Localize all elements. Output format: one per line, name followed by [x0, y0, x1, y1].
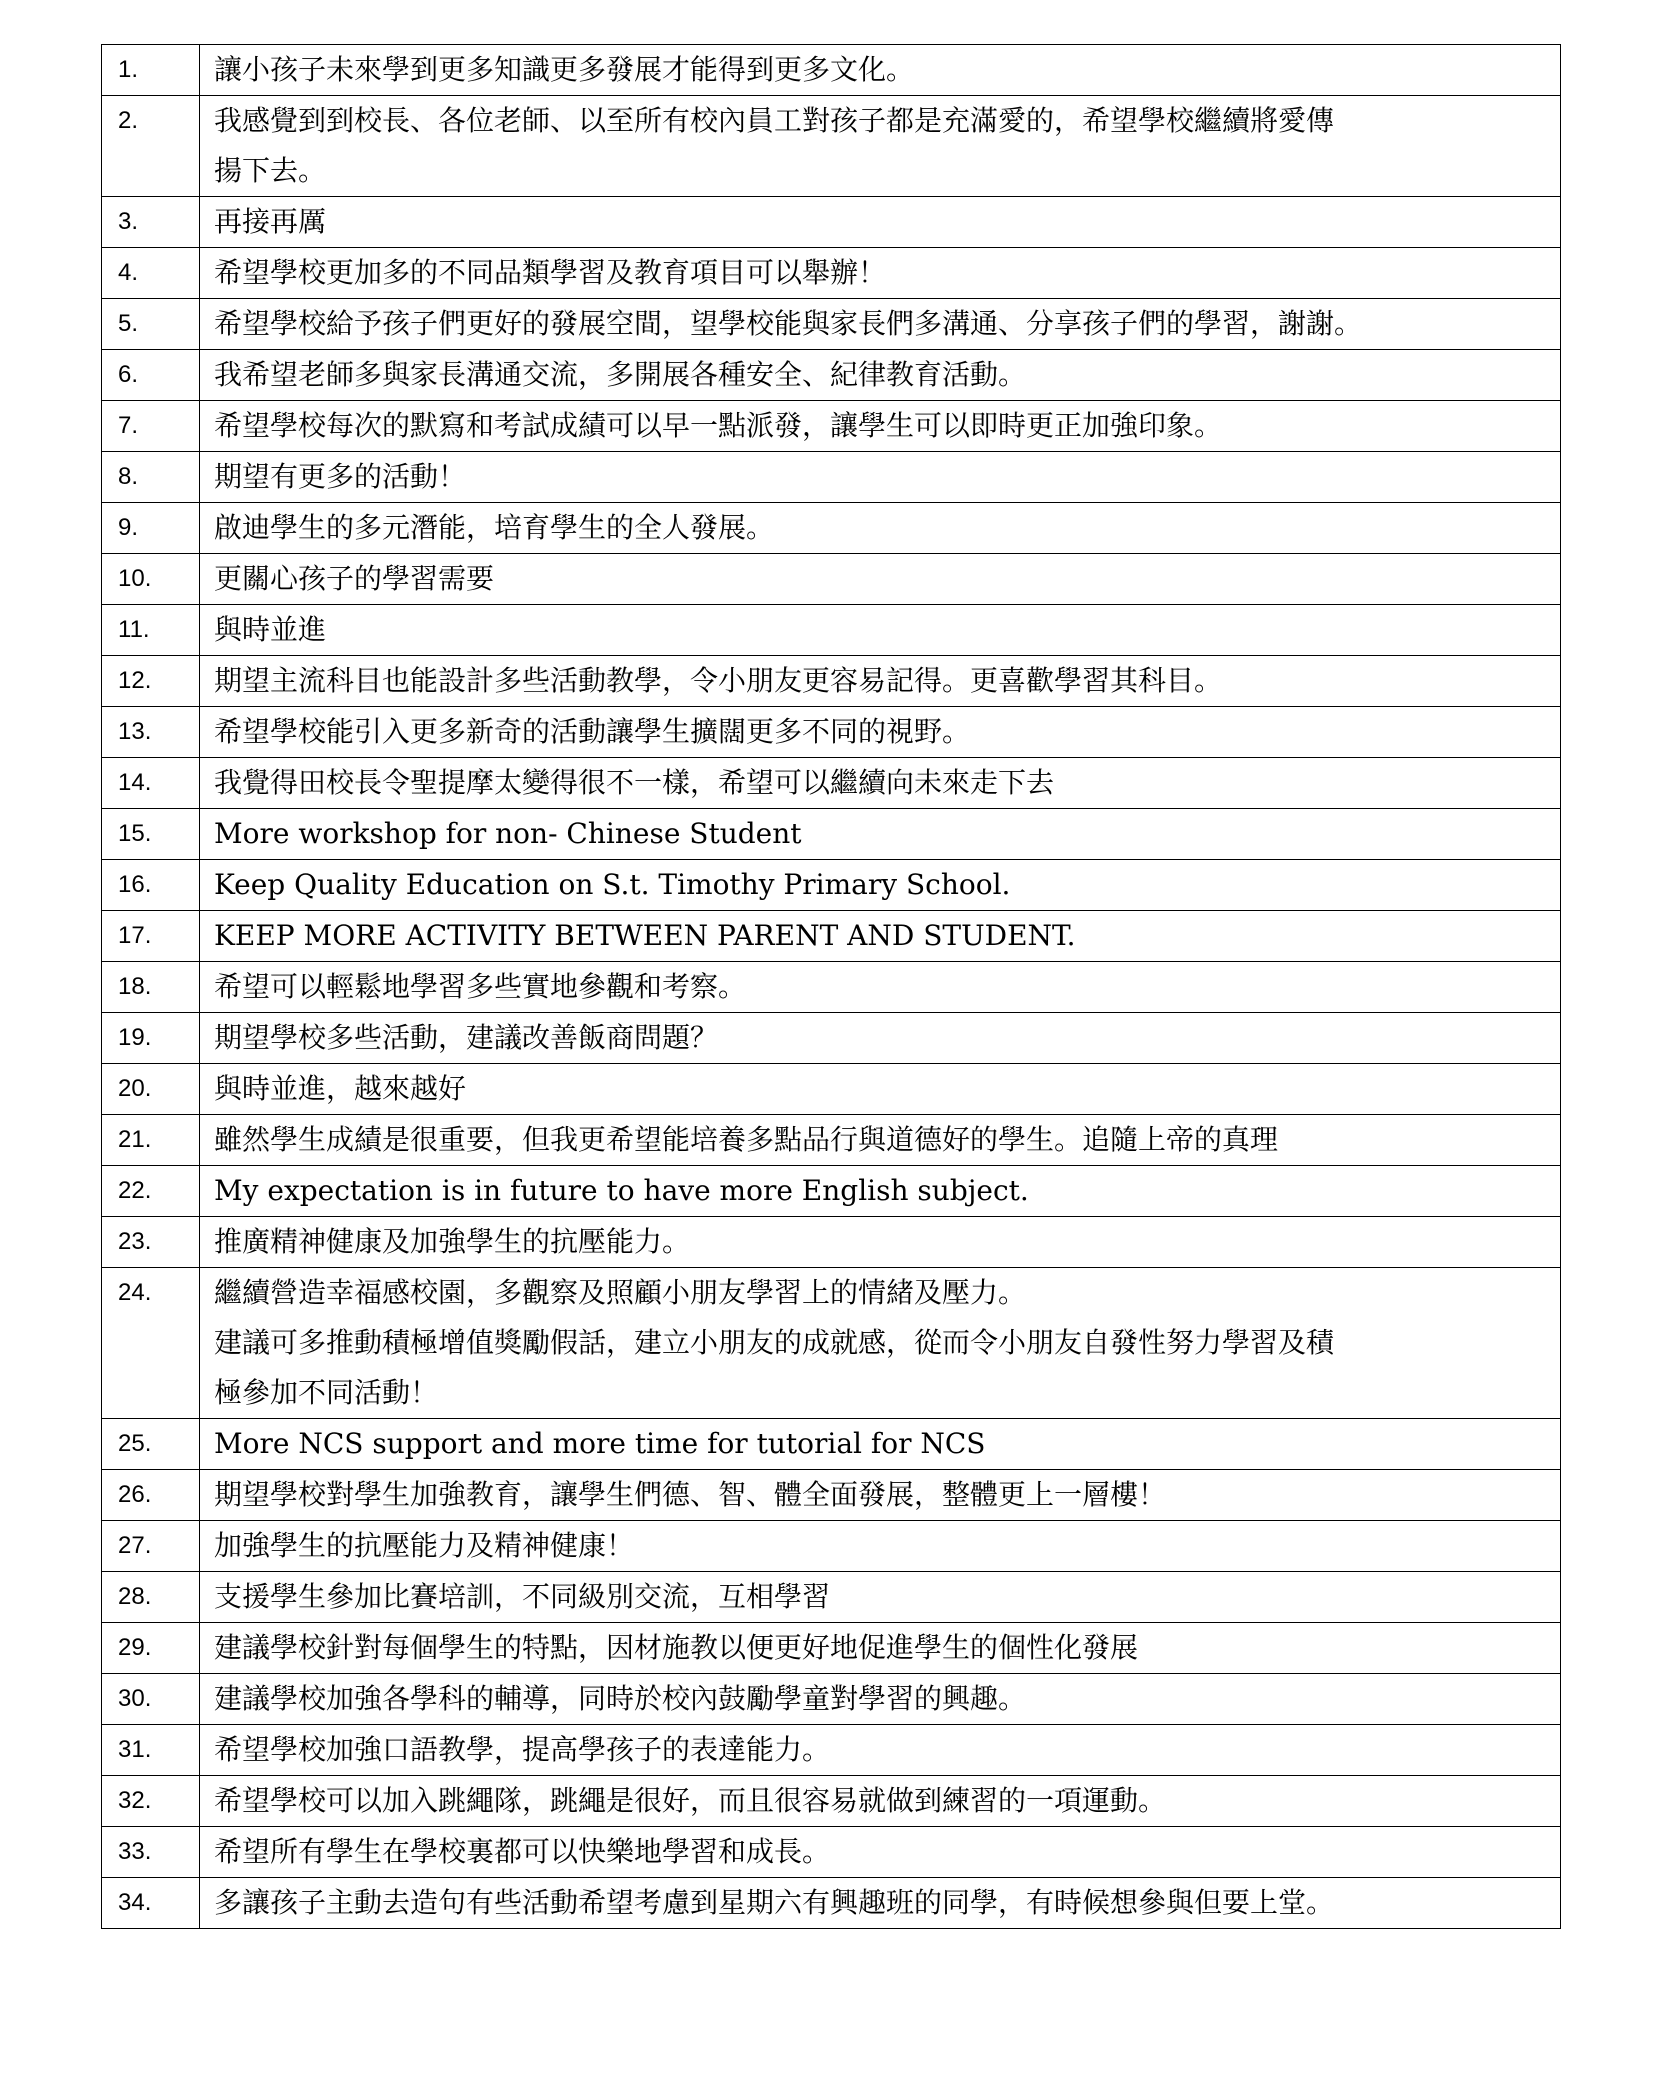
- table-row: [102, 299, 1561, 350]
- table-row: [102, 809, 1561, 860]
- feedback-text-line: 建議可多推動積極增值獎勵假話，建立小朋友的成就感，從而令小朋友自發性努力學習及積: [214, 1326, 1335, 1359]
- row-number: 3.: [102, 197, 200, 248]
- row-number: 24.: [102, 1268, 200, 1419]
- feedback-text-line: Keep Quality Education on S.t. Timothy Primary School.: [214, 868, 1011, 901]
- feedback-text: [200, 707, 1561, 758]
- feedback-text-line: 我希望老師多與家長溝通交流，多開展各種安全、紀律教育活動。: [214, 358, 1027, 391]
- feedback-text-line: 多讓孩子主動去造句有些活動希望考慮到星期六有興趣班的同學，有時候想參與但要上堂。: [214, 1886, 1335, 1919]
- table-row: [102, 452, 1561, 503]
- feedback-text: [200, 1013, 1561, 1064]
- table-row: [102, 248, 1561, 299]
- table-row: [102, 1827, 1561, 1878]
- feedback-text-line: KEEP MORE ACTIVITY BETWEEN PARENT AND STUDENT.: [214, 919, 1076, 952]
- row-number: 14.: [102, 758, 200, 809]
- feedback-text: [200, 197, 1561, 248]
- feedback-text-line: 我覺得田校長令聖提摩太變得很不一樣，希望可以繼續向未來走下去: [214, 766, 1055, 799]
- row-number: 31.: [102, 1725, 200, 1776]
- feedback-text: [200, 1115, 1561, 1166]
- feedback-text: [200, 1064, 1561, 1115]
- feedback-text: [200, 401, 1561, 452]
- feedback-text-line: 希望學校能引入更多新奇的活動讓學生擴闊更多不同的視野。: [214, 715, 971, 748]
- row-number: 29.: [102, 1623, 200, 1674]
- feedback-text-line: My expectation is in future to have more English subject.: [214, 1174, 1029, 1207]
- table-row: [102, 503, 1561, 554]
- feedback-table-body: [102, 45, 1561, 1929]
- table-row: [102, 1166, 1561, 1217]
- table-row: [102, 554, 1561, 605]
- row-number: 12.: [102, 656, 200, 707]
- table-row: [102, 1064, 1561, 1115]
- row-number: 2.: [102, 96, 200, 197]
- row-number: 18.: [102, 962, 200, 1013]
- feedback-text: [200, 299, 1561, 350]
- row-number: 5.: [102, 299, 200, 350]
- feedback-text: [200, 1217, 1561, 1268]
- feedback-text-line: 希望學校更加多的不同品類學習及教育項目可以舉辦！: [214, 256, 887, 289]
- table-row: [102, 707, 1561, 758]
- feedback-text-line: 與時並進: [214, 613, 327, 646]
- row-number: 22.: [102, 1166, 200, 1217]
- feedback-text-line: 希望學校每次的默寫和考試成績可以早一點派發，讓學生可以即時更正加強印象。: [214, 409, 1223, 442]
- row-number: 10.: [102, 554, 200, 605]
- feedback-text-line: 期望有更多的活動！: [214, 460, 467, 493]
- table-row: [102, 860, 1561, 911]
- table-row: [102, 1419, 1561, 1470]
- table-row: [102, 197, 1561, 248]
- feedback-text-line: 推廣精神健康及加強學生的抗壓能力。: [214, 1225, 691, 1258]
- row-number: 27.: [102, 1521, 200, 1572]
- feedback-text-line: 揚下去。: [214, 154, 327, 187]
- row-number: 19.: [102, 1013, 200, 1064]
- table-row: [102, 1572, 1561, 1623]
- feedback-text: [200, 248, 1561, 299]
- table-row: [102, 401, 1561, 452]
- feedback-text-line: 雖然學生成績是很重要，但我更希望能培養多點品行與道德好的學生。追隨上帝的真理: [214, 1123, 1279, 1156]
- feedback-text: [200, 962, 1561, 1013]
- row-number: 23.: [102, 1217, 200, 1268]
- feedback-text-line: 更關心孩子的學習需要: [214, 562, 495, 595]
- feedback-text-line: 建議學校針對每個學生的特點，因材施教以便更好地促進學生的個性化發展: [214, 1631, 1139, 1664]
- row-number: 20.: [102, 1064, 200, 1115]
- feedback-text: [200, 350, 1561, 401]
- feedback-text-line: 極參加不同活動！: [214, 1376, 439, 1409]
- feedback-text-line: 期望主流科目也能設計多些活動教學，令小朋友更容易記得。更喜歡學習其科目。: [214, 664, 1223, 697]
- feedback-text: [200, 452, 1561, 503]
- feedback-text: [200, 503, 1561, 554]
- feedback-table: [101, 44, 1561, 1929]
- feedback-text: [200, 911, 1561, 962]
- table-row: [102, 962, 1561, 1013]
- feedback-text-line: 加強學生的抗壓能力及精神健康！: [214, 1529, 635, 1562]
- table-row: [102, 758, 1561, 809]
- row-number: 9.: [102, 503, 200, 554]
- feedback-text-line: 再接再厲: [214, 205, 327, 238]
- row-number: 7.: [102, 401, 200, 452]
- feedback-text-line: 我感覺到到校長、各位老師、以至所有校內員工對孩子都是充滿愛的，希望學校繼續將愛傳: [214, 104, 1335, 137]
- table-row: [102, 605, 1561, 656]
- feedback-text: [200, 1878, 1561, 1929]
- row-number: 15.: [102, 809, 200, 860]
- feedback-text-line: 期望學校多些活動，建議改善飯商問題？: [214, 1021, 719, 1054]
- feedback-text-line: 希望學校加強口語教學，提高學孩子的表達能力。: [214, 1733, 831, 1766]
- table-row: [102, 911, 1561, 962]
- row-number: 33.: [102, 1827, 200, 1878]
- row-number: 13.: [102, 707, 200, 758]
- feedback-text-line: 與時並進，越來越好: [214, 1072, 467, 1105]
- feedback-text: [200, 1725, 1561, 1776]
- row-number: 30.: [102, 1674, 200, 1725]
- feedback-text: [200, 1521, 1561, 1572]
- table-row: [102, 1268, 1561, 1419]
- row-number: 32.: [102, 1776, 200, 1827]
- feedback-text: [200, 1166, 1561, 1217]
- table-row: [102, 350, 1561, 401]
- feedback-text: [200, 96, 1561, 197]
- row-number: 26.: [102, 1470, 200, 1521]
- feedback-text-line: 啟迪學生的多元潛能，培育學生的全人發展。: [214, 511, 775, 544]
- table-row: [102, 1470, 1561, 1521]
- table-row: [102, 45, 1561, 96]
- feedback-text-line: More workshop for non- Chinese Student: [214, 817, 802, 850]
- feedback-text-line: 希望學校給予孩子們更好的發展空間，望學校能與家長們多溝通、分享孩子們的學習，謝謝。: [214, 307, 1363, 340]
- feedback-text: [200, 605, 1561, 656]
- table-row: [102, 1115, 1561, 1166]
- feedback-text-line: 希望所有學生在學校裏都可以快樂地學習和成長。: [214, 1835, 831, 1868]
- feedback-text: [200, 1776, 1561, 1827]
- table-row: [102, 656, 1561, 707]
- feedback-text: [200, 554, 1561, 605]
- feedback-text: [200, 1827, 1561, 1878]
- feedback-text-line: 希望學校可以加入跳繩隊，跳繩是很好，而且很容易就做到練習的一項運動。: [214, 1784, 1167, 1817]
- row-number: 28.: [102, 1572, 200, 1623]
- table-row: [102, 1013, 1561, 1064]
- feedback-text-line: 繼續營造幸福感校園，多觀察及照顧小朋友學習上的情緒及壓力。: [214, 1276, 1027, 1309]
- table-row: [102, 1521, 1561, 1572]
- row-number: 6.: [102, 350, 200, 401]
- feedback-text: [200, 1674, 1561, 1725]
- feedback-text-line: 希望可以輕鬆地學習多些實地參觀和考察。: [214, 970, 747, 1003]
- row-number: 4.: [102, 248, 200, 299]
- table-row: [102, 1623, 1561, 1674]
- feedback-text: [200, 1268, 1561, 1419]
- table-row: [102, 1217, 1561, 1268]
- table-row: [102, 96, 1561, 197]
- feedback-text-line: 期望學校對學生加強教育，讓學生們德、智、體全面發展，整體更上一層樓！: [214, 1478, 1167, 1511]
- feedback-text-line: 讓小孩子未來學到更多知識更多發展才能得到更多文化。: [214, 53, 915, 86]
- feedback-text: [200, 1470, 1561, 1521]
- feedback-text: [200, 1623, 1561, 1674]
- row-number: 11.: [102, 605, 200, 656]
- table-row: [102, 1674, 1561, 1725]
- table-row: [102, 1725, 1561, 1776]
- row-number: 21.: [102, 1115, 200, 1166]
- feedback-text-line: 建議學校加強各學科的輔導，同時於校內鼓勵學童對學習的興趣。: [214, 1682, 1027, 1715]
- feedback-text: [200, 45, 1561, 96]
- feedback-text: [200, 809, 1561, 860]
- feedback-text: [200, 860, 1561, 911]
- row-number: 1.: [102, 45, 200, 96]
- feedback-text: [200, 758, 1561, 809]
- feedback-text-line: 支援學生參加比賽培訓，不同級別交流，互相學習: [214, 1580, 831, 1613]
- row-number: 17.: [102, 911, 200, 962]
- table-row: [102, 1776, 1561, 1827]
- feedback-text: [200, 1419, 1561, 1470]
- row-number: 34.: [102, 1878, 200, 1929]
- row-number: 16.: [102, 860, 200, 911]
- table-row: [102, 1878, 1561, 1929]
- feedback-text-line: More NCS support and more time for tutorial for NCS: [214, 1427, 986, 1460]
- feedback-text: [200, 656, 1561, 707]
- feedback-text: [200, 1572, 1561, 1623]
- row-number: 25.: [102, 1419, 200, 1470]
- row-number: 8.: [102, 452, 200, 503]
